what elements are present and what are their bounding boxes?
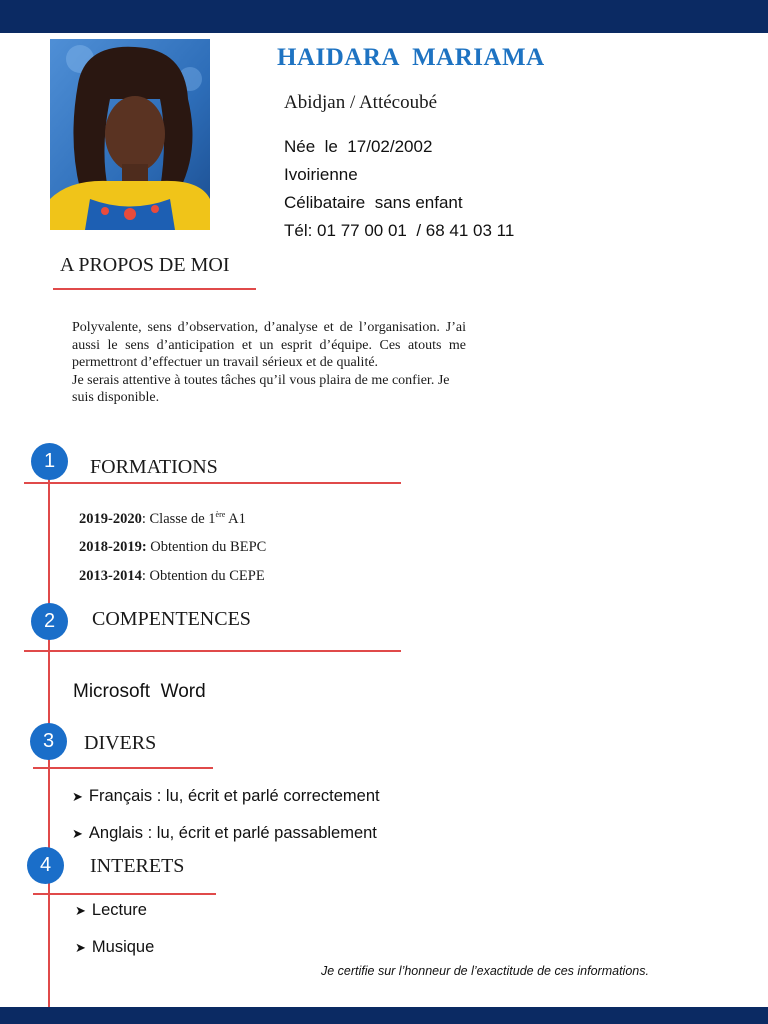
bottom-banner	[0, 1007, 768, 1024]
section-number-badge: 1	[31, 443, 68, 480]
list-item: ➤ Anglais : lu, écrit et parlé passablement	[72, 824, 377, 842]
location: Abidjan / Attécoubé	[284, 92, 438, 113]
skill-item: Microsoft Word	[73, 681, 206, 702]
profile-photo	[50, 39, 210, 230]
about-paragraph-1: Polyvalente, sens d’observation, d’analyse et de l’organisation. J’ai aussi le sens d’anticipation et un esprit d’équipe. Ces atouts me permettront d’effectuer un travail sérieux et de qualité.	[72, 320, 466, 370]
formation-item: 2013-2014: Obtention du CEPE	[79, 568, 265, 584]
marital-status: Célibataire sans enfant	[284, 193, 463, 212]
about-underline	[53, 288, 256, 290]
competences-divider	[24, 650, 401, 652]
formation-item: 2018-2019: Obtention du BEPC	[79, 539, 267, 555]
divers-divider	[33, 767, 213, 769]
interets-title: INTERETS	[90, 855, 185, 877]
arrow-bullet-icon: ➤	[75, 903, 86, 918]
arrow-bullet-icon: ➤	[72, 789, 83, 804]
formations-title: FORMATIONS	[90, 456, 218, 478]
phone-number: Tél: 01 77 00 01 / 68 41 03 11	[284, 221, 515, 240]
interets-divider	[33, 893, 216, 895]
list-item: ➤ Français : lu, écrit et parlé correctement	[72, 787, 380, 805]
divers-title: DIVERS	[84, 732, 157, 754]
formation-item: 2019-2020: Classe de 1ère A1	[79, 510, 246, 527]
arrow-bullet-icon: ➤	[72, 826, 83, 841]
about-title: A PROPOS DE MOI	[60, 254, 230, 276]
section-number-badge: 2	[31, 603, 68, 640]
competences-title: COMPENTENCES	[92, 608, 251, 630]
section-number-badge: 4	[27, 847, 64, 884]
top-banner	[0, 0, 768, 33]
nationality: Ivoirienne	[284, 165, 358, 184]
person-name: HAIDARA MARIAMA	[277, 44, 545, 71]
certification-statement: Je certifie sur l’honneur de l’exactitude de ces informations.	[321, 964, 649, 978]
about-paragraph-2: Je serais attentive à toutes tâches qu’il vous plaira de me confier. Je suis disponible.	[72, 372, 450, 405]
birth-date: Née le 17/02/2002	[284, 137, 433, 156]
section-number-badge: 3	[30, 723, 67, 760]
formations-divider	[24, 482, 401, 484]
list-item: ➤ Musique	[75, 938, 155, 956]
arrow-bullet-icon: ➤	[75, 940, 86, 955]
about-text	[72, 319, 466, 407]
list-item: ➤ Lecture	[75, 901, 147, 919]
